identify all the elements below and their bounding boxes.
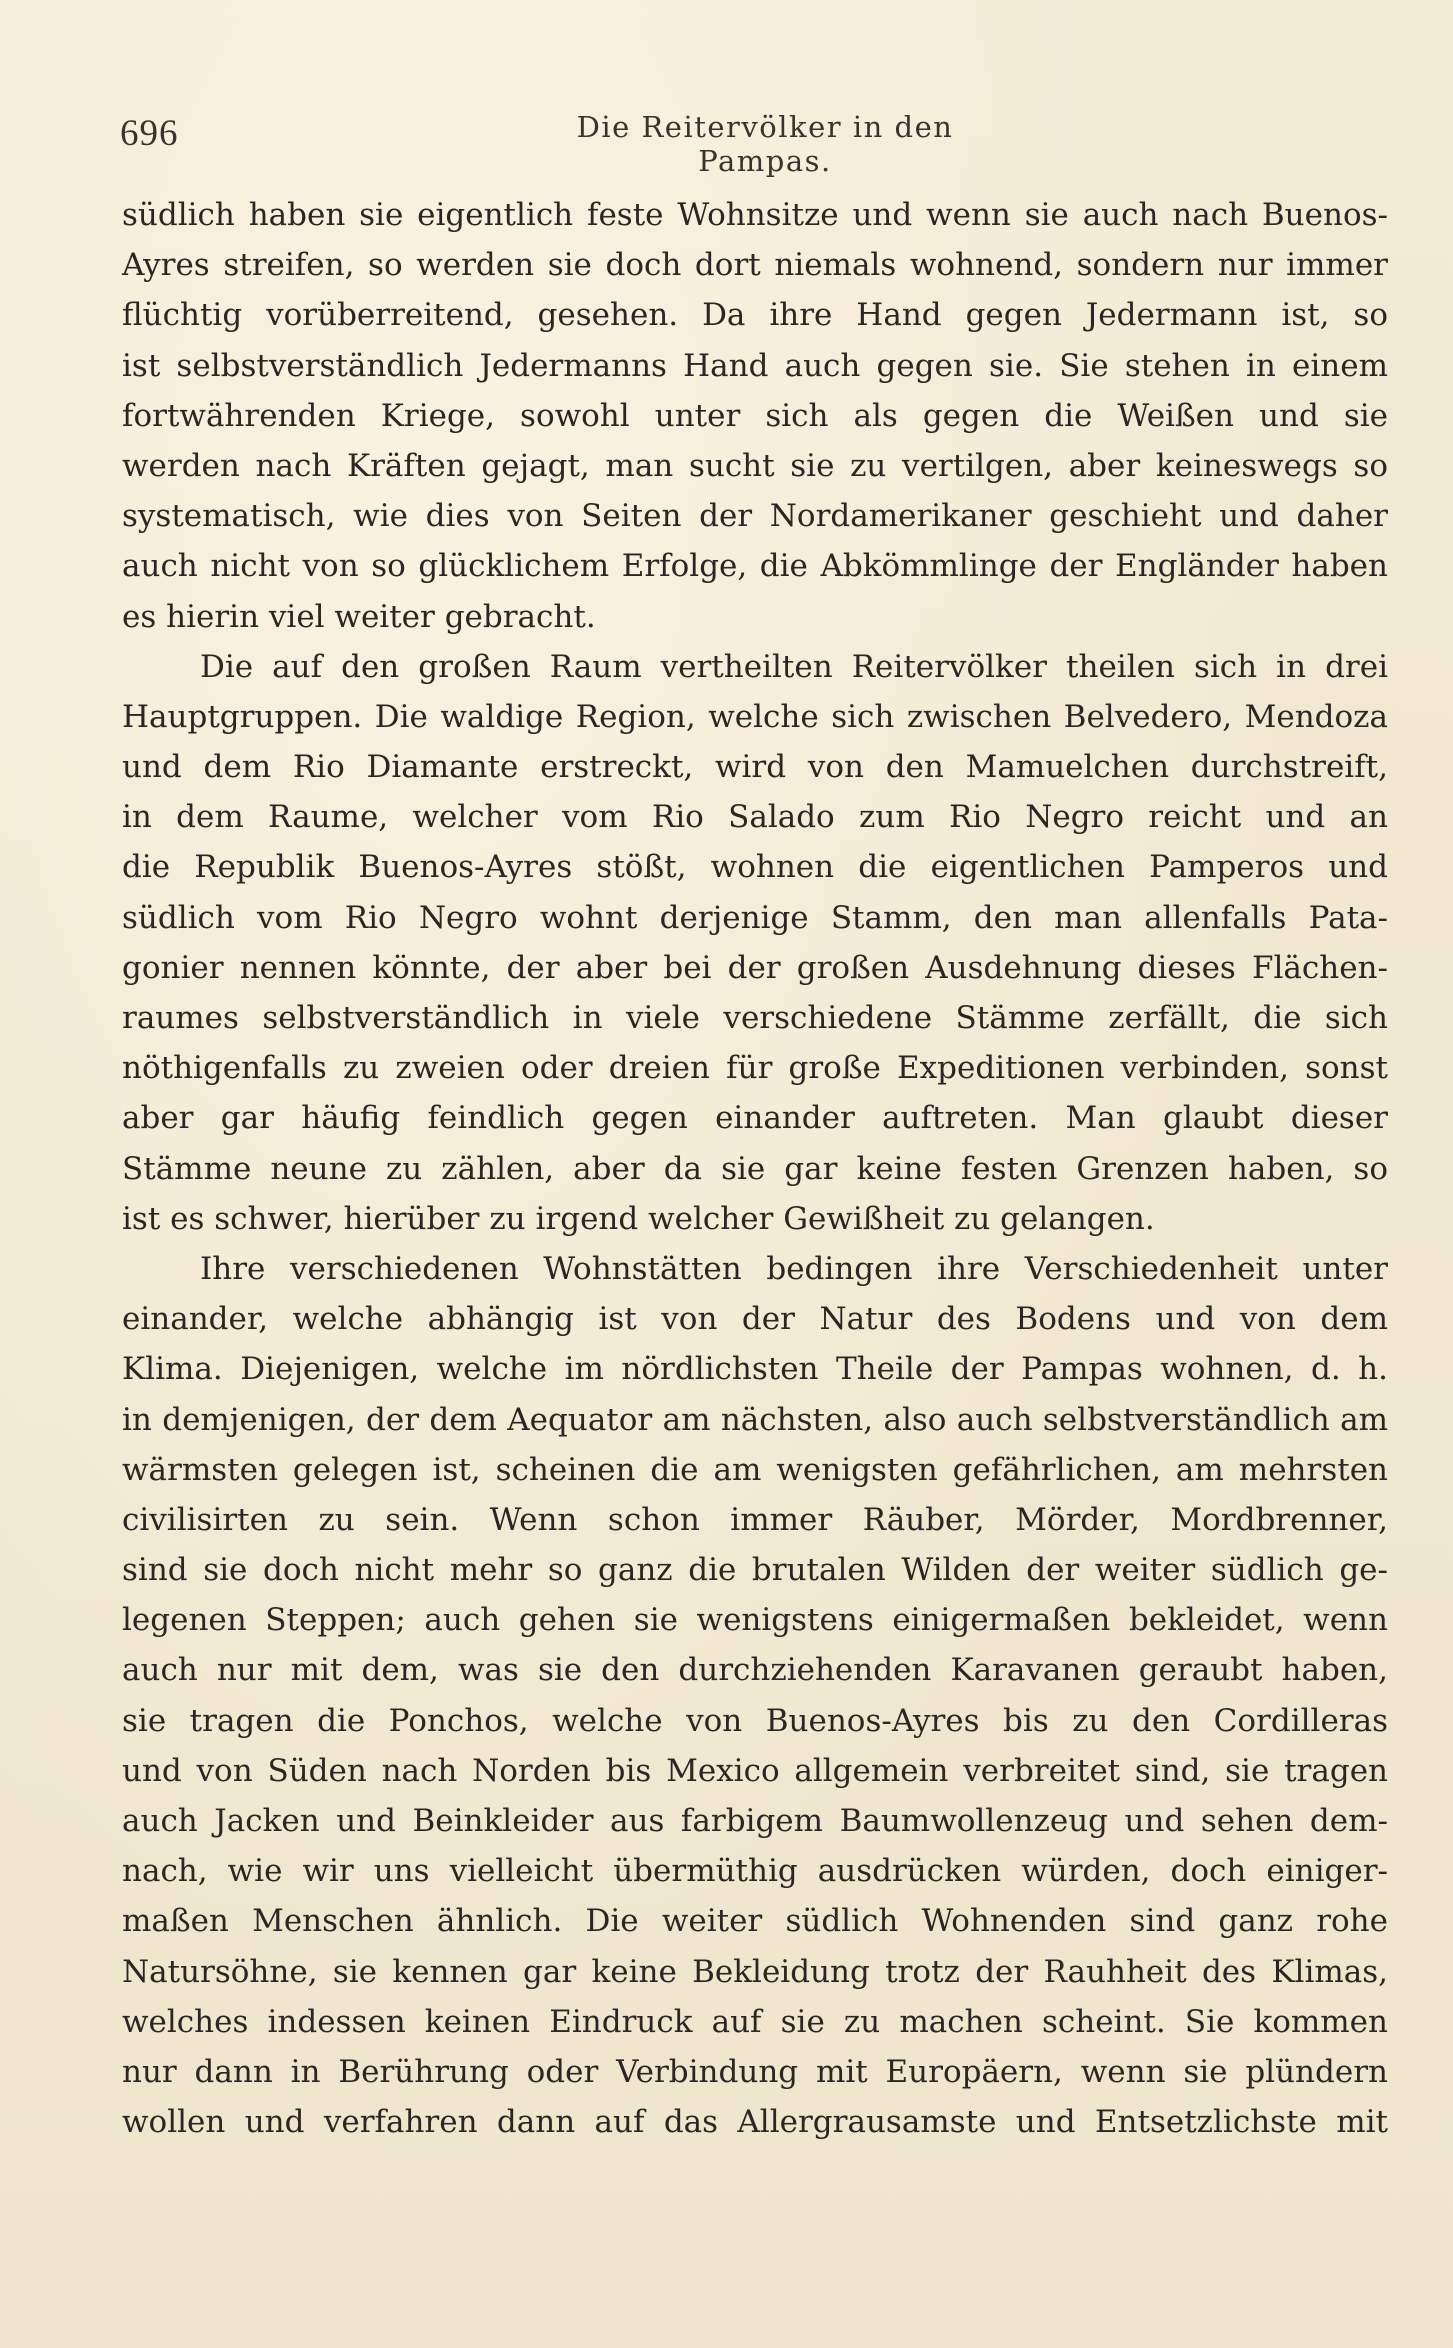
- text-line: werden nach Kräften gejagt, man sucht sie zu vertilgen, aber keineswegs so: [122, 447, 1388, 484]
- text-line: fortwährenden Kriege, sowohl unter sich als gegen die Weißen und sie: [122, 397, 1388, 434]
- text-line: und dem Rio Diamante erstreckt, wird von den Mamuelchen durchstreift,: [122, 749, 1388, 786]
- text-line: systematisch, wie dies von Seiten der Nordamerikaner geschieht und daher: [122, 498, 1388, 535]
- text-line: wärmsten gelegen ist, scheinen die am wenigsten gefährlichen, am mehrsten: [122, 1451, 1388, 1488]
- text-line: es hierin viel weiter gebracht.: [122, 598, 596, 635]
- text-line: civilisirten zu sein. Wenn schon immer Räuber, Mörder, Mordbrenner,: [122, 1501, 1388, 1538]
- text-line: in dem Raume, welcher vom Rio Salado zum Rio Negro reicht und an: [122, 799, 1388, 836]
- text-line: flüchtig vorüberreitend, gesehen. Da ihre Hand gegen Jedermann ist, so: [122, 297, 1388, 334]
- text-line: auch Jacken und Beinkleider aus farbigem Baumwollenzeug und sehen dem-: [122, 1803, 1388, 1839]
- text-line: auch nur mit dem, was sie den durchziehenden Karavanen geraubt haben,: [122, 1652, 1388, 1689]
- page-number: 696: [120, 113, 179, 154]
- text-line: auch nicht von so glücklichem Erfolge, die Abkömmlinge der Engländer haben: [122, 548, 1388, 585]
- text-line: die Republik Buenos-Ayres stößt, wohnen die eigentlichen Pamperos und: [122, 849, 1388, 886]
- text-line: wollen und verfahren dann auf das Allergrausamste und Entsetzlichste mit: [122, 2104, 1388, 2141]
- running-head: Die Reitervölker in den Pampas.: [576, 110, 954, 178]
- text-line: südlich vom Rio Negro wohnt derjenige Stamm, den man allenfalls Pata-: [122, 899, 1388, 936]
- text-line: Ayres streifen, so werden sie doch dort niemals wohnend, sondern nur immer: [122, 247, 1388, 284]
- text-line: und von Süden nach Norden bis Mexico allgemein verbreitet sind, sie tragen: [122, 1752, 1388, 1789]
- text-line: maßen Menschen ähnlich. Die weiter südlich Wohnenden sind ganz rohe: [122, 1903, 1388, 1940]
- text-line: ist selbstverständlich Jedermanns Hand auch gegen sie. Sie stehen in einem: [122, 347, 1388, 384]
- text-line: legenen Steppen; auch gehen sie wenigstens einigermaßen bekleidet, wenn: [122, 1602, 1388, 1639]
- text-line: welches indessen keinen Eindruck auf sie zu machen scheint. Sie kommen: [122, 2003, 1388, 2040]
- text-line: sind sie doch nicht mehr so ganz die brutalen Wilden der weiter südlich ge-: [122, 1552, 1388, 1589]
- text-line: sie tragen die Ponchos, welche von Buenos-Ayres bis zu den Cordilleras: [122, 1702, 1388, 1739]
- body-text: [122, 190, 1388, 2147]
- text-line: nach, wie wir uns vielleicht übermüthig ausdrücken würden, doch einiger-: [122, 1853, 1388, 1890]
- text-line: raumes selbstverständlich in viele verschiedene Stämme zerfällt, die sich: [122, 1000, 1388, 1036]
- text-line: aber gar häufig feindlich gegen einander auftreten. Man glaubt dieser: [122, 1100, 1388, 1137]
- text-line: nur dann in Berührung oder Verbindung mit Europäern, wenn sie plündern: [122, 2053, 1388, 2090]
- text-line: einander, welche abhängig ist von der Natur des Bodens und von dem: [122, 1301, 1388, 1338]
- text-line: ist es schwer, hierüber zu irgend welcher Gewißheit zu gelangen.: [122, 1200, 1155, 1237]
- text-line: Hauptgruppen. Die waldige Region, welche sich zwischen Belvedero, Mendoza: [122, 698, 1388, 735]
- text-line: Klima. Diejenigen, welche im nördlichsten Theile der Pampas wohnen, d. h.: [122, 1351, 1388, 1388]
- text-line: Stämme neune zu zählen, aber da sie gar keine festen Grenzen haben, so: [122, 1150, 1388, 1187]
- text-line: nöthigenfalls zu zweien oder dreien für große Expeditionen verbinden, sonst: [122, 1050, 1388, 1087]
- paragraph-first-line: Ihre verschiedenen Wohnstätten bedingen ihre Verschiedenheit unter: [200, 1250, 1388, 1287]
- text-line: Natursöhne, sie kennen gar keine Bekleidung trotz der Rauhheit des Klimas,: [122, 1953, 1388, 1990]
- paragraph-first-line: Die auf den großen Raum vertheilten Reitervölker theilen sich in drei: [200, 648, 1388, 685]
- text-line: südlich haben sie eigentlich feste Wohnsitze und wenn sie auch nach Buenos-: [122, 197, 1388, 233]
- text-line: in demjenigen, der dem Aequator am nächsten, also auch selbstverständlich am: [122, 1401, 1388, 1438]
- text-line: gonier nennen könnte, der aber bei der großen Ausdehnung dieses Flächen-: [122, 949, 1388, 986]
